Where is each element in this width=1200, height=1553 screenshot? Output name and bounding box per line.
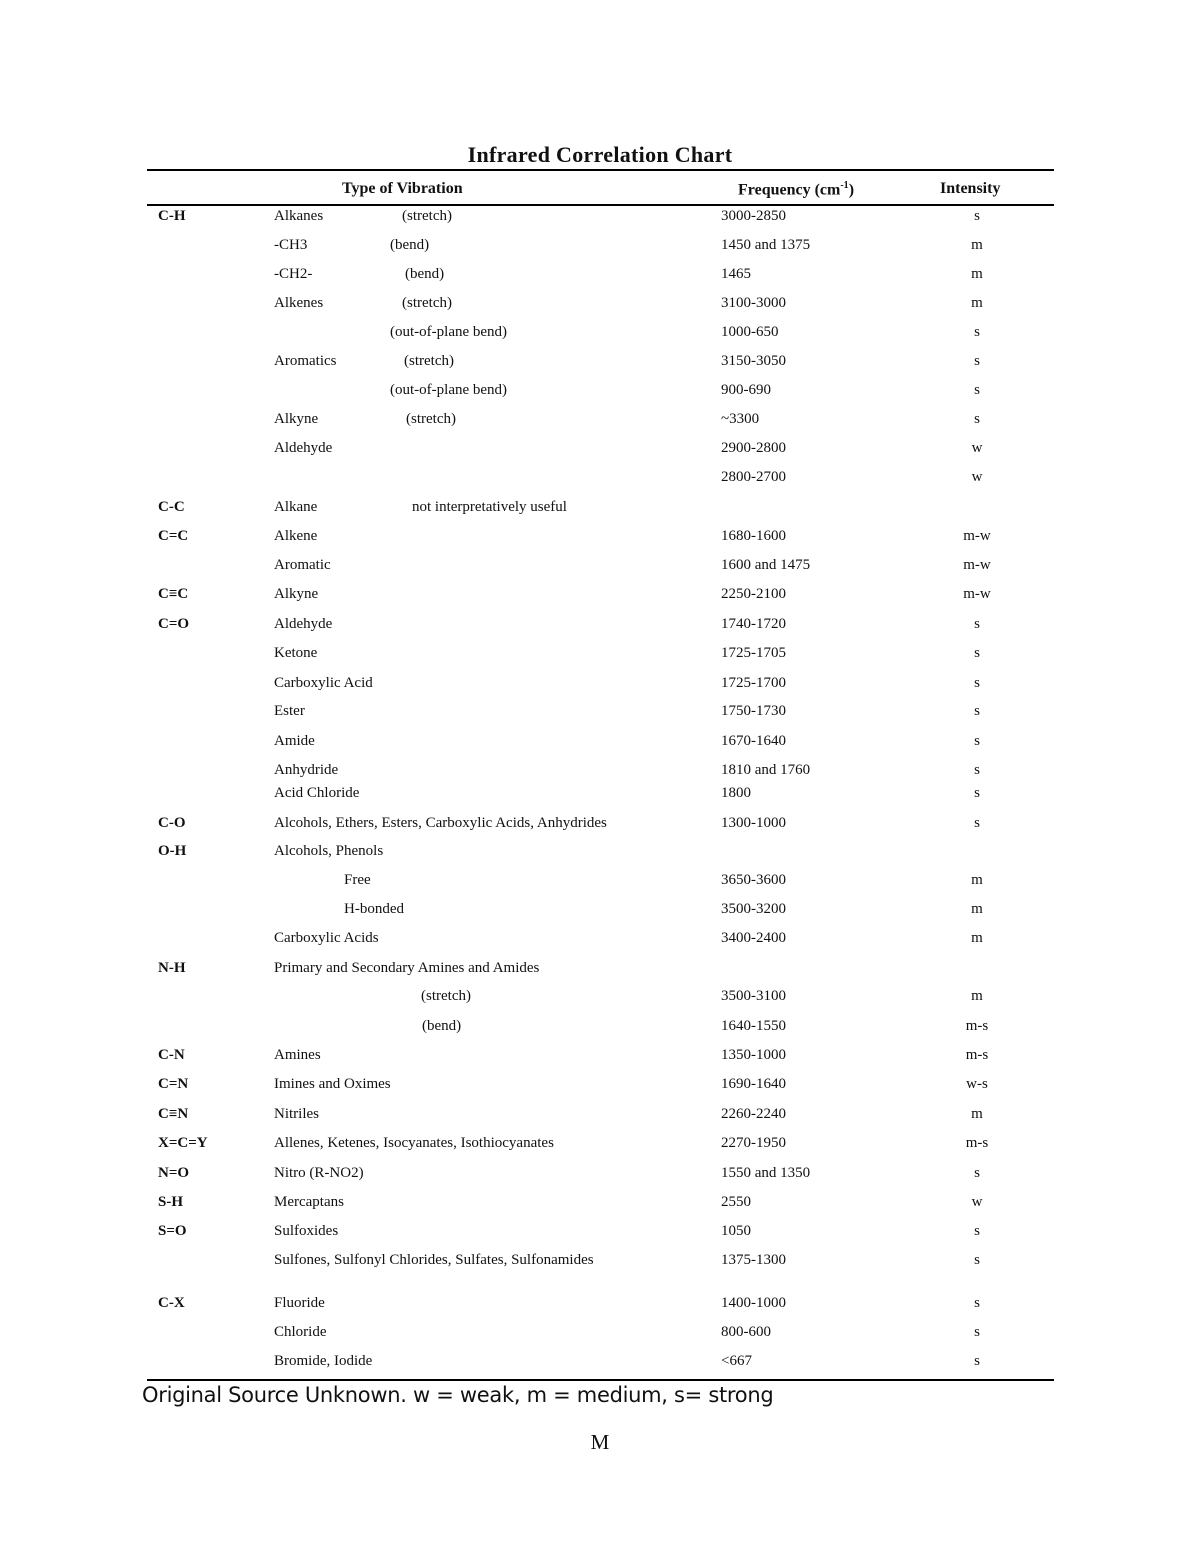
intensity-cell: s <box>974 1252 980 1268</box>
frequency-cell: 2550 <box>721 1194 751 1210</box>
intensity-cell: m <box>971 237 983 253</box>
intensity-cell: m-s <box>965 1135 989 1151</box>
intensity-cell: s <box>974 733 980 749</box>
intensity-cell: s <box>974 208 980 224</box>
table-row <box>0 528 1200 550</box>
table-row <box>0 988 1200 1010</box>
table-row <box>0 208 1200 230</box>
vibration-mode-cell: not interpretatively useful <box>412 499 567 515</box>
compound-cell: -CH3 <box>274 237 308 253</box>
compound-cell: Sulfoxides <box>274 1223 339 1239</box>
page-mark: M <box>590 1430 610 1454</box>
compound-cell: Aromatic <box>274 557 331 573</box>
compound-cell: Alkene <box>274 528 318 544</box>
frequency-cell: <667 <box>721 1353 752 1369</box>
frequency-cell: 1800 <box>721 785 751 801</box>
compound-cell: Acid Chloride <box>274 785 360 801</box>
table-row <box>0 1223 1200 1245</box>
table-row <box>0 1353 1200 1375</box>
compound-cell: Alcohols, Phenols <box>274 843 384 859</box>
compound-cell: Aldehyde <box>274 440 333 456</box>
frequency-cell: 1810 and 1760 <box>721 762 811 778</box>
intensity-cell: s <box>974 645 980 661</box>
compound-cell: Primary and Secondary Amines and Amides <box>274 960 540 976</box>
frequency-cell: 2800-2700 <box>721 469 786 485</box>
header-frequency <box>738 180 854 199</box>
intensity-cell: s <box>974 324 980 340</box>
table-row <box>0 785 1200 807</box>
table-row <box>0 1165 1200 1187</box>
header-rule <box>147 204 1054 206</box>
frequency-cell: 1300-1000 <box>721 815 786 831</box>
frequency-cell: 1740-1720 <box>721 616 786 632</box>
table-row <box>0 675 1200 697</box>
header-type-of-vibration: Type of Vibration <box>342 180 463 197</box>
frequency-cell: 1465 <box>721 266 751 282</box>
chart-title: Infrared Correlation Chart <box>467 142 733 167</box>
table-row <box>0 557 1200 579</box>
intensity-cell: s <box>974 1353 980 1369</box>
frequency-cell: 1350-1000 <box>721 1047 786 1063</box>
intensity-cell: s <box>974 1223 980 1239</box>
intensity-cell: s <box>974 762 980 778</box>
frequency-cell: 3650-3600 <box>721 872 786 888</box>
table-row <box>0 1252 1200 1274</box>
bond-cell: X=C=Y <box>158 1135 208 1151</box>
intensity-cell: s <box>974 815 980 831</box>
table-row <box>0 703 1200 725</box>
table-row <box>0 645 1200 667</box>
header-frequency-superscript: -1 <box>840 180 849 191</box>
compound-cell: Allenes, Ketenes, Isocyanates, Isothiocyanates <box>274 1135 554 1151</box>
table-row <box>0 1018 1200 1040</box>
table-row <box>0 411 1200 433</box>
bond-cell: C=O <box>158 616 190 632</box>
frequency-cell: 1690-1640 <box>721 1076 786 1092</box>
intensity-cell: s <box>974 353 980 369</box>
frequency-cell: 1400-1000 <box>721 1295 786 1311</box>
compound-cell: Sulfones, Sulfonyl Chlorides, Sulfates, Sulfonamides <box>274 1252 594 1268</box>
intensity-cell: s <box>974 675 980 691</box>
bond-cell: C-N <box>158 1047 185 1063</box>
frequency-cell: 1640-1550 <box>721 1018 786 1034</box>
compound-cell: Amines <box>274 1047 321 1063</box>
header-intensity: Intensity <box>940 180 1001 197</box>
intensity-cell: s <box>974 382 980 398</box>
intensity-cell: m-w <box>963 586 991 602</box>
compound-cell: Fluoride <box>274 1295 325 1311</box>
table-row <box>0 616 1200 638</box>
intensity-cell: s <box>974 1295 980 1311</box>
frequency-cell: 3150-3050 <box>721 353 786 369</box>
vibration-mode-cell: H-bonded <box>344 901 404 917</box>
intensity-cell: m <box>971 930 983 946</box>
vibration-mode-cell: (bend) <box>405 266 445 282</box>
table-row <box>0 353 1200 375</box>
compound-cell: Aldehyde <box>274 616 333 632</box>
compound-cell: Alkyne <box>274 586 319 602</box>
table-row <box>0 499 1200 521</box>
frequency-cell: 1725-1705 <box>721 645 786 661</box>
intensity-cell: w <box>971 469 983 485</box>
frequency-cell: 1680-1600 <box>721 528 786 544</box>
frequency-cell: 2260-2240 <box>721 1106 786 1122</box>
bond-cell: O-H <box>158 843 187 859</box>
compound-cell: Carboxylic Acids <box>274 930 379 946</box>
intensity-cell: m <box>971 901 983 917</box>
table-row <box>0 960 1200 982</box>
intensity-cell: w <box>971 440 983 456</box>
compound-cell: Bromide, Iodide <box>274 1353 373 1369</box>
table-row <box>0 815 1200 837</box>
frequency-cell: 3000-2850 <box>721 208 786 224</box>
table-row <box>0 733 1200 755</box>
bond-cell: C-H <box>158 208 186 224</box>
frequency-cell: 3100-3000 <box>721 295 786 311</box>
vibration-mode-cell: Free <box>344 872 371 888</box>
intensity-cell: m-s <box>965 1018 989 1034</box>
intensity-cell: m <box>971 266 983 282</box>
intensity-cell: m <box>971 872 983 888</box>
intensity-cell: s <box>974 785 980 801</box>
intensity-cell: m-w <box>963 528 991 544</box>
footer-note: Original Source Unknown. w = weak, m = medium, s= strong <box>142 1383 774 1407</box>
frequency-cell: 1450 and 1375 <box>721 237 811 253</box>
header-frequency-close: ) <box>848 181 855 199</box>
bond-cell: C=C <box>158 528 189 544</box>
vibration-mode-cell: (stretch) <box>421 988 471 1004</box>
compound-cell: -CH2- <box>274 266 313 282</box>
vibration-mode-cell: (out-of-plane bend) <box>390 324 508 340</box>
compound-cell: Nitro (R-NO2) <box>274 1165 364 1181</box>
compound-cell: Ketone <box>274 645 318 661</box>
frequency-cell: 1000-650 <box>721 324 779 340</box>
vibration-mode-cell: (bend) <box>422 1018 462 1034</box>
bond-cell: C-C <box>158 499 185 515</box>
bond-cell: S=O <box>158 1223 187 1239</box>
compound-cell: Ester <box>274 703 305 719</box>
intensity-cell: s <box>974 616 980 632</box>
compound-cell: Alkane <box>274 499 318 515</box>
compound-cell: Alcohols, Ethers, Esters, Carboxylic Acids, Anhydrides <box>274 815 607 831</box>
frequency-cell: 1375-1300 <box>721 1252 786 1268</box>
vibration-mode-cell: (stretch) <box>404 353 454 369</box>
intensity-cell: w-s <box>966 1076 988 1092</box>
frequency-cell: 1550 and 1350 <box>721 1165 811 1181</box>
table-row <box>0 324 1200 346</box>
vibration-mode-cell: (stretch) <box>406 411 456 427</box>
intensity-cell: s <box>974 411 980 427</box>
compound-cell: Amide <box>274 733 315 749</box>
frequency-cell: 2900-2800 <box>721 440 786 456</box>
table-row <box>0 469 1200 491</box>
frequency-cell: 800-600 <box>721 1324 771 1340</box>
vibration-mode-cell: (bend) <box>390 237 430 253</box>
table-row <box>0 1076 1200 1098</box>
table-row <box>0 266 1200 288</box>
frequency-cell: 1750-1730 <box>721 703 786 719</box>
frequency-cell: 3400-2400 <box>721 930 786 946</box>
table-row <box>0 901 1200 923</box>
bond-cell: C≡N <box>158 1106 189 1122</box>
compound-cell: Alkenes <box>274 295 324 311</box>
table-row <box>0 440 1200 462</box>
frequency-cell: 3500-3100 <box>721 988 786 1004</box>
frequency-cell: 2250-2100 <box>721 586 786 602</box>
bond-cell: S-H <box>158 1194 184 1210</box>
table-row <box>0 586 1200 608</box>
intensity-cell: m-w <box>963 557 991 573</box>
bond-cell: N=O <box>158 1165 190 1181</box>
table-row <box>0 1194 1200 1216</box>
table-row <box>0 1324 1200 1346</box>
bond-cell: C-O <box>158 815 186 831</box>
compound-cell: Anhydride <box>274 762 339 778</box>
top-rule <box>147 169 1054 171</box>
compound-cell: Carboxylic Acid <box>274 675 373 691</box>
frequency-cell: 1050 <box>721 1223 751 1239</box>
frequency-cell: 1670-1640 <box>721 733 786 749</box>
bond-cell: C=N <box>158 1076 189 1092</box>
bottom-rule <box>147 1379 1054 1381</box>
header-frequency-label: Frequency (cm <box>738 181 841 199</box>
frequency-cell: 2270-1950 <box>721 1135 786 1151</box>
table-row <box>0 1135 1200 1157</box>
intensity-cell: s <box>974 1324 980 1340</box>
compound-cell: Mercaptans <box>274 1194 344 1210</box>
frequency-cell: 900-690 <box>721 382 771 398</box>
table-row <box>0 1047 1200 1069</box>
table-row <box>0 382 1200 404</box>
vibration-mode-cell: (stretch) <box>402 295 452 311</box>
compound-cell: Alkanes <box>274 208 324 224</box>
table-row <box>0 1295 1200 1317</box>
frequency-cell: 1600 and 1475 <box>721 557 811 573</box>
compound-cell: Nitriles <box>274 1106 319 1122</box>
bond-cell: C≡C <box>158 586 189 602</box>
intensity-cell: w <box>971 1194 983 1210</box>
bond-cell: N-H <box>158 960 186 976</box>
frequency-cell: ~3300 <box>721 411 760 427</box>
table-row <box>0 237 1200 259</box>
intensity-cell: m <box>971 1106 983 1122</box>
table-row <box>0 843 1200 865</box>
table-row <box>0 295 1200 317</box>
compound-cell: Chloride <box>274 1324 327 1340</box>
compound-cell: Alkyne <box>274 411 319 427</box>
bond-cell: C-X <box>158 1295 185 1311</box>
intensity-cell: m <box>971 988 983 1004</box>
compound-cell: Imines and Oximes <box>274 1076 391 1092</box>
table-row <box>0 930 1200 952</box>
vibration-mode-cell: (stretch) <box>402 208 452 224</box>
table-row <box>0 762 1200 784</box>
table-row <box>0 1106 1200 1128</box>
intensity-cell: s <box>974 703 980 719</box>
frequency-cell: 3500-3200 <box>721 901 786 917</box>
intensity-cell: m <box>971 295 983 311</box>
intensity-cell: s <box>974 1165 980 1181</box>
compound-cell: Aromatics <box>274 353 337 369</box>
table-row <box>0 872 1200 894</box>
intensity-cell: m-s <box>965 1047 989 1063</box>
vibration-mode-cell: (out-of-plane bend) <box>390 382 508 398</box>
frequency-cell: 1725-1700 <box>721 675 786 691</box>
